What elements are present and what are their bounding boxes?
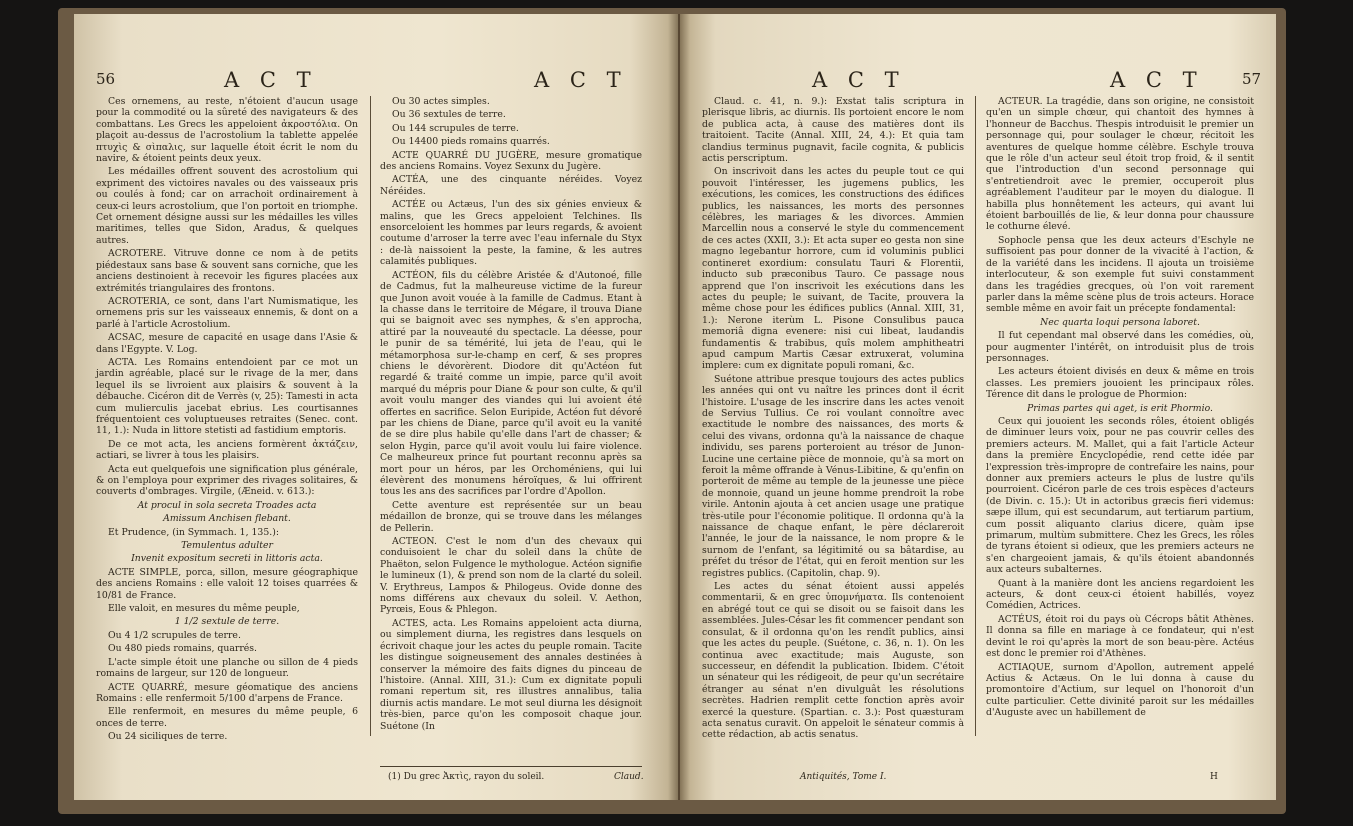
paragraph: Ou 144 scrupules de terre. — [392, 122, 519, 134]
paragraph: Les acteurs étoient divisés en deux & même en trois classes. Les premiers jouoient les principaux rôles. Térence dit dans le prologue de Phormion: — [986, 366, 1254, 401]
paragraph: Claud. c. 41, n. 9.): Exstat talis scriptura in plerisque libris, ac diurnis. Ils portoient encore le nom de publica acta, à cause des matières dont ils traitoient. Tacite (Annal. XIII, 24, 4.): Et quia tam clandius terminus pugnavit, facile cognita, & publicis actis perscriptum. — [702, 96, 964, 165]
column-divider — [370, 96, 371, 736]
right-page — [680, 14, 1276, 800]
paragraph: ACTE QUARRÉ, mesure géomatique des anciens Romains : elle renfermoit 5/100 d'arpens de France. — [96, 681, 358, 704]
paragraph: 1 1/2 sextule de terre. — [174, 616, 280, 628]
paragraph: Ou 30 actes simples. — [392, 96, 490, 107]
paragraph: Sophocle pensa que les deux acteurs d'Eschyle ne suffisoient pas pour donner de la vivacité à l'action, & de la variété dans les incidens. Il ajouta un troisième interlocuteur, & son exemple fut suivi constamment dans les tragédies grecques, où l'on voit rarement parler dans la même scène plus de trois acteurs. Horace semble même en avoir fait un précepte fondamental: — [986, 234, 1254, 315]
paragraph: Suétone attribue presque toujours des actes publics les années qui ont vu naître les princes dont il écrit l'histoire. L'usage de les inscrire dans les actes venoit de Servius Tullius. Ce roi voulant connoître avec exactitude le nombre des naissances, des morts & celui des vivans, ordonna qu'à la naissance de chaque individu, ses parens porteroient au trésor de Junon-Lucine une certaine pièce de monnoie, qu'à sa mort on feroit la même offrande à Vénus-Libitine, & qu'enfin on porteroit de même au temple de la jeunesse une pièce de monnoie, quand un jeune homme prendroit la robe virile. Antonin ajouta à cet ancien usage une pratique très-utile pour l'économie politique. Il ordonna qu'à la naissance de chaque enfant, le père déclareroit l'année, le jour de la naissance, le nom propre & le surnom de l'enfant, sa légitimité ou sa bâtardise, au préfet du trésor de l'état, qui en feroit mention sur les registres publics. (Capitolin, chap. 9). — [702, 373, 964, 579]
paragraph: ACTE QUARRÉ DU JUGÈRE, mesure gromatique des anciens Romains. Voyez Sexunx du Jugère. — [380, 149, 642, 173]
paragraph: ACTÉUS, étoit roi du pays où Cécrops bâtit Athènes. Il donna sa fille en mariage à ce fondateur, qui n'est devint le roi qu'après la mort de son beau-père. Actéus est donc le premier roi d'Athènes. — [986, 613, 1254, 660]
paragraph: Elle valoit, en mesures du même peuple, — [108, 603, 300, 615]
column-divider — [975, 96, 976, 736]
paragraph: Invenit expositum secreti in littoris acta. — [131, 553, 323, 565]
paragraph: Et Prudence, (in Symmach. 1, 135.): — [108, 526, 279, 538]
left-running-head-b: A C T — [534, 68, 628, 92]
signature-mark: H — [1210, 772, 1218, 782]
signature-line: Antiquités, Tome I. — [800, 772, 887, 782]
left-page — [74, 14, 678, 800]
left-running-head-a: A C T — [224, 68, 318, 92]
left-column-2 — [380, 96, 642, 734]
paragraph: Elle renfermoit, en mesures du même peuple, 6 onces de terre. — [96, 706, 358, 729]
paragraph: Les médailles offrent souvent des acrostolium qui expriment des victoires navales ou des vaisseaux pris ou coulés à fond; car on arrachoit ordinairement à ceux-ci leurs acrostolium, que l'on portoit en triomphe. Cet ornement désigne aussi sur les médailles les villes maritimes, telles que Sidon, Aradus, & quelques autres. — [96, 166, 358, 246]
paragraph: Temulentus adulter — [181, 540, 273, 552]
paragraph: ACTIAQUE, surnom d'Apollon, autrement appelé Actius & Actæus. On le lui donna à cause du promontoire d'Actium, sur lequel on l'honoroit d'un culte particulier. Cette divinité paroit sur les médailles d'Auguste avec un habillement de — [986, 661, 1254, 719]
footnote-rule — [380, 766, 642, 767]
paragraph: Cette aventure est représentée sur un beau médaillon de bronze, qui se trouve dans les mélanges de Pellerin. — [380, 499, 642, 534]
paragraph: ACTA. Les Romains entendoient par ce mot un jardin agréable, placé sur le rivage de la mer, dans lequel ils se livroient aux plaisirs & souvent à la débauche. Cicéron dit de Verrès (v, 25): Tamesti in acta cum mulierculis jacebat ebrius. Les courtisannes fréquentoient ces voluptueuses retraites (Senec. cont. 11, 1.): Nuda in littore stetisti ad fastidium emptoris. — [96, 356, 358, 437]
left-column-1 — [96, 96, 358, 745]
paragraph: Il fut cependant mal observé dans les comédies, où, pour augmenter l'intérêt, on introduisit plus de trois personnages. — [986, 330, 1254, 364]
right-running-head-b: A C T — [1110, 68, 1204, 92]
left-page-number: 56 — [96, 70, 116, 88]
paragraph: At procul in sola secreta Troades acta — [137, 499, 317, 511]
paragraph: Ou 4 1/2 scrupules de terre. — [108, 629, 241, 641]
paragraph: On inscrivoit dans les actes du peuple tout ce qui pouvoit l'intéresser, les jugemens publics, les exécutions, les comices, les constructions des édifices publics, les naissances, les morts des personnes célèbres, les mariages & les divorces. Ammien Marcellin nous a conservé le style du commencement de ces actes (XXII, 3.): Et acta super eo gesta non sine magno legebantur horrore, cum id voluminis publici contineret exordium: consulatu Tauri & Florentii, inducto sub præconibus Tauro. Ce passage nous apprend que l'on inscrivoit les exécutions dans les actes du peuple; le suivant, de Tacite, prouvera la même chose pour les édifices publics (Annal. XIII, 31, 1.): Nerone iterùm L. Pisone Consulibus pauca memoriâ digna evenere: nisi cui libeat, laudandis fundamentis & trabibus, quîs molem amphitheatri apud campum Martis Cæsar extruxerat, volumina implere: cum ex dignitate populi romani, &c. — [702, 166, 964, 372]
paragraph: De ce mot acta, les anciens formèrent ἀκτάζειν, actiari, se livrer à tous les plaisirs. — [96, 438, 358, 462]
paragraph: Primas partes qui aget, is erit Phormio. — [1027, 402, 1213, 414]
paragraph: ACSAC, mesure de capacité en usage dans l'Asie & dans l'Egypte. V. Log. — [96, 332, 358, 355]
paragraph: ACTEUR. La tragédie, dans son origine, ne consistoit qu'en un simple chœur, qui chantoit des hymnes à l'honneur de Bacchus. Thespis introduisit le premier un personnage qui, pour soulager le chœur, récitoit les aventures de quelque homme célèbre. Eschyle trouva que le rôle d'un acteur seul étoit trop froid, & il sentit que l'introduction d'un second personnage qui s'entretiendroit avec le premier, occuperoit plus agréablement l'auditeur par le moyen du dialogue. Il habilla plus honnêtement les acteurs, qui avant lui étoient barbouillés de lie, & leur donna pour chaussure le cothurne élevé. — [986, 96, 1254, 233]
paragraph: ACTÉA, une des cinquante néréides. Voyez Néréides. — [380, 174, 642, 197]
paragraph: ACTÉE ou Actæus, l'un des six génies envieux & malins, que les Grecs appeloient Telchines. Ils ensorceloient les hommes par leurs regards, & avoient coutume d'arroser la terre avec l'eau infernale du Styx : de-là naissoient la peste, la famine, & les autres calamités publiques. — [380, 199, 642, 268]
paragraph: L'acte simple étoit une planche ou sillon de 4 pieds romains de largeur, sur 120 de longueur. — [96, 656, 358, 680]
paragraph: Ou 24 siciliques de terre. — [108, 731, 228, 743]
paragraph: Ou 36 sextules de terre. — [392, 109, 506, 121]
paragraph: Ou 480 pieds romains, quarrés. — [108, 643, 258, 655]
paragraph: ACROTERIA, ce sont, dans l'art Numismatique, les ornemens pris sur les vaisseaux ennemis, & dont on a parlé à l'article Acrostolium. — [96, 295, 358, 330]
paragraph: Acta eut quelquefois une signification plus générale, & on l'employa pour exprimer des rivages solitaires, & couverts d'ombrages. Virgile, (Æneid. v. 613.): — [96, 463, 358, 498]
paragraph: ACROTERE. Vitruve donne ce nom à de petits piédestaux sans base & souvent sans corniche, que les anciens destinoient à recevoir les figures placées aux extrémités triangulaires des frontons. — [96, 248, 358, 294]
paragraph: ACTE SIMPLE, porca, sillon, mesure géographique des anciens Romains : elle valoit 12 toises quarrées & 10/81 de France. — [96, 566, 358, 601]
paragraph: ACTEON. C'est le nom d'un des chevaux qui conduisoient le char du soleil dans la chûte de Phaëton, selon Fulgence le mythologue. Actéon signifie le lumineux (1), & prend son nom de la clarté du soleil. V. Erythreus, Lampos & Philogeus. Ovide donne des noms différens aux chevaux du soleil. V. Aethon, Pyrœis, Eous & Phlegon. — [380, 536, 642, 616]
right-column-2 — [986, 96, 1254, 721]
paragraph: Nec quarta loqui persona laboret. — [1040, 316, 1200, 328]
right-running-head-a: A C T — [812, 68, 906, 92]
book-gutter — [668, 14, 690, 800]
paragraph: Les actes du sénat étoient aussi appelés commentarii, & en grec ὑπομνήματα. Ils contenoient en abrégé tout ce qui se disoit ou se faisoit dans les assemblées. Jules-César les fit commencer pendant son consulat, & il ordonna qu'on les rendît publics, ainsi que les actes du peuple. (Suétone, c. 36, n. 1). On les continua avec exactitude; mais Auguste, son successeur, en défendit la publication. Ibidem. C'étoit un sénateur qui les rédigeoit, de peur qu'un secrétaire étranger au sénat n'en divulguât les résolutions secrètes. Hadrien remplit cette fonction après avoir exercé la questure. (Spartian. c. 3.): Post quæsturam acta senatus curavit. On appeloit le sénateur commis à cette rédaction, ab actis senatus. — [702, 581, 964, 741]
paragraph: ACTÉON, fils du célèbre Aristée & d'Autonoé, fille de Cadmus, fut la malheureuse victime de la fureur que Junon avoit vouée à la famille de Cadmus. Etant à la chasse dans le territoire de Mégare, il trouva Diane qui se baignoit avec ses nymphes, & s'en approcha, attiré par la nouveauté du spectacle. La déesse, pour le punir de sa témérité, lui jeta de l'eau, qui le métamorphosa sur-le-champ en cerf, & ses propres chiens le dévorèrent. Diodore dit qu'Actéon fut regardé & traité comme un impie, parce qu'il avoit marqué du mépris pour Diane & pour son culte, & qu'il avoit voulu manger des viandes qui lui avoient été offertes en sacrifice. Selon Euripide, Actéon fut dévoré par les chiens de Diane, parce qu'il avoit eu la vanité de se dire plus habile qu'elle dans l'art de chasser; & selon Hygin, parce qu'il avoit voulu lui faire violence. Ce malheureux prince fut pourtant reconnu après sa mort pour un héros, par les Orchoméniens, qui lui élevèrent des monumens héroïques, & lui offrirent tous les ans des sacrifices par l'ordre d'Apollon. — [380, 269, 642, 498]
paragraph: Quant à la manière dont les anciens regardoient les acteurs, & dont ceux-ci étoient habillés, voyez Comédien, Actrices. — [986, 577, 1254, 612]
right-page-number: 57 — [1242, 70, 1262, 88]
paragraph: Ou 14400 pieds romains quarrés. — [392, 136, 550, 148]
paragraph: ACTES, acta. Les Romains appeloient acta diurna, ou simplement diurna, les registres dans lesquels on écrivoit chaque jour les actes du peuple romain. Tacite les distingue soigneusement des annales destinées à conserver la mémoire des faits dignes du pinceau de l'histoire. (Annal. XIII, 31.): Cum ex dignitate populi romani repertum sit, res illustres annalibus, talia diurnis actis mandare. Le mot seul diurna les désignoit très-bien, parce qu'on les composoit chaque jour. Suétone (In — [380, 617, 642, 732]
footnote: (1) Du grec Ἀκτὶς, rayon du soleil. — [388, 772, 545, 782]
right-column-1 — [702, 96, 964, 743]
paragraph: Amissum Anchisen flebant. — [163, 513, 291, 525]
paragraph: Ceux qui jouoient les seconds rôles, étoient obligés de diminuer leurs voix, pour ne pas couvrir celles des premiers acteurs. M. Mallet, qui a fait l'article Acteur dans la première Encyclopédie, rend cette idée par l'expression très-impropre de contrefaire les nains, pour donner aux premiers acteurs le plus de lustre qu'ils pourroient. Cicéron parle de ces trois espèces d'acteurs (de Divin. c. 15.): Ut in actoribus græcis fieri videmus: sæpe illum, qui est secundarum, aut tertiarum partium, cum possit aliquanto clarius dicere, quàm ipse primarum, multùm submittere. Chez les Grecs, les rôles de tyrans étoient si odieux, que les premiers acteurs ne s'en chargeoient jamais, & qu'ils étoient abandonnés aux acteurs subalternes. — [986, 415, 1254, 576]
paragraph: Ces ornemens, au reste, n'étoient d'aucun usage pour la commodité ou la sûreté des navigateurs & des combattans. Les Grecs les appeloient ἀκροστόλια. On plaçoit au-dessus de l'acrostolium la tablette appelée πτυχὶς & σὶπαλις, sur laquelle étoit écrit le nom du navire, & étoient peints deux yeux. — [96, 96, 358, 165]
catchword: Claud. — [614, 772, 644, 782]
